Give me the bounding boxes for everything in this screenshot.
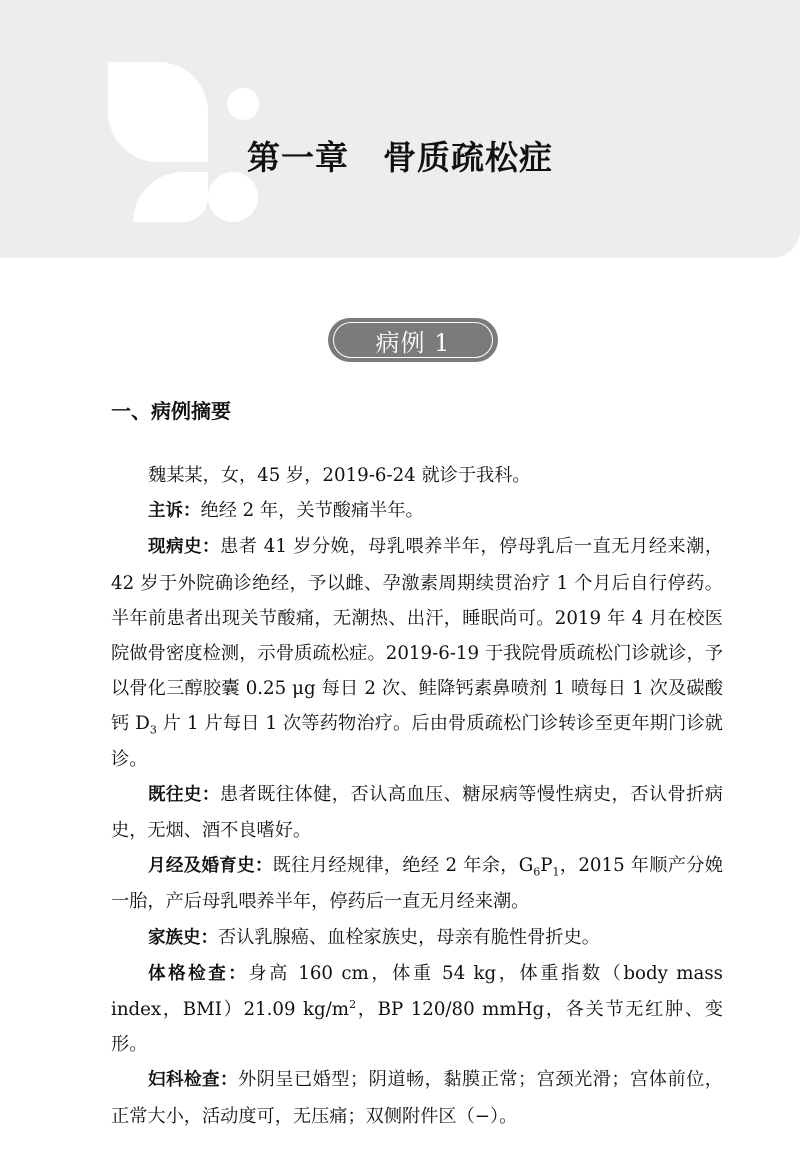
chief-complaint-text: 绝经 2 年，关节酸痛半年。: [200, 500, 424, 522]
present-illness-label: 现病史：: [148, 537, 221, 558]
section-heading: 一、病例摘要: [111, 399, 231, 423]
para-subscript: 1: [552, 865, 560, 879]
case-summary-body: [111, 458, 723, 1134]
para-letter: P: [540, 855, 553, 877]
gynecologic-exam-label: 妇科检查：: [148, 1070, 238, 1091]
family-history-label: 家族史：: [148, 927, 218, 948]
past-history-paragraph: [111, 777, 723, 848]
present-illness-subscript: 3: [149, 724, 157, 738]
chapter-title: 第一章 骨质疏松症: [247, 138, 553, 177]
physical-exam-text-a: 身高 160 cm，体重 54 kg，体重指数（body mass index，BMI）21.09 kg/m: [111, 962, 723, 1021]
gynecologic-exam-text: 外阴呈已婚型；阴道畅，黏膜正常；宫颈光滑；宫体前位，正常大小，活动度可，无压痛；双侧附件区（−）。: [111, 1069, 723, 1127]
intro-paragraph: 魏某某，女，45 岁，2019-6-24 就诊于我科。: [148, 465, 531, 486]
family-history-text: 否认乳腺癌、血栓家族史，母亲有脆性骨折史。: [218, 926, 600, 948]
chief-complaint-label: 主诉：: [148, 501, 201, 522]
menstrual-history-text-b: ，2015 年顺产分娩一胎，产后母乳喂养半年，停药后一直无月经来潮。: [111, 855, 723, 913]
menstrual-history-text-a: 既往月经规律，绝经 2 年余，G: [272, 855, 534, 877]
past-history-label: 既往史：: [148, 784, 220, 805]
family-history-paragraph: [111, 920, 723, 956]
present-illness-text-b: 片 1 片每日 1 次等药物治疗。后由骨质疏松门诊转诊至更年期门诊就诊。: [111, 713, 723, 770]
case-badge-label: 病例 1: [333, 322, 493, 358]
past-history-text: 患者既往体健，否认高血压、糖尿病等慢性病史，否认骨折病史，无烟、酒不良嗜好。: [111, 783, 723, 842]
menstrual-history-paragraph: [111, 848, 723, 919]
physical-exam-superscript: 2: [349, 997, 357, 1011]
present-illness-text-a: 患者 41 岁分娩，母乳喂养半年，停母乳后一直无月经来潮，42 岁于外院确诊绝经，予以雌、孕激素周期续贯治疗 1 个月后自行停药。半年前患者出现关节酸痛，无潮热、出汗，睡眠尚可。2019 年 4 月在校医院做骨密度检测，示骨质疏松症。2019-6-19 于我院骨质疏松门诊就诊，予以骨化三醇胶囊 0.25 μg 每日 2 次、鲑降钙素鼻喷剂 1 喷每日 1 次及碳酸钙 D: [111, 536, 724, 735]
physical-exam-label: 体格检查：: [148, 963, 249, 984]
gynecologic-exam-paragraph: [111, 1062, 723, 1133]
menstrual-history-label: 月经及婚育史：: [148, 856, 273, 877]
present-illness-paragraph: [111, 529, 723, 776]
physical-exam-paragraph: [111, 956, 723, 1063]
gravida-subscript: 6: [533, 865, 541, 879]
chief-complaint-paragraph: [111, 493, 723, 529]
physical-exam-text-b: ，BP 120/80 mmHg，各关节无红肿、变形。: [111, 999, 723, 1056]
case-badge: [328, 318, 498, 362]
